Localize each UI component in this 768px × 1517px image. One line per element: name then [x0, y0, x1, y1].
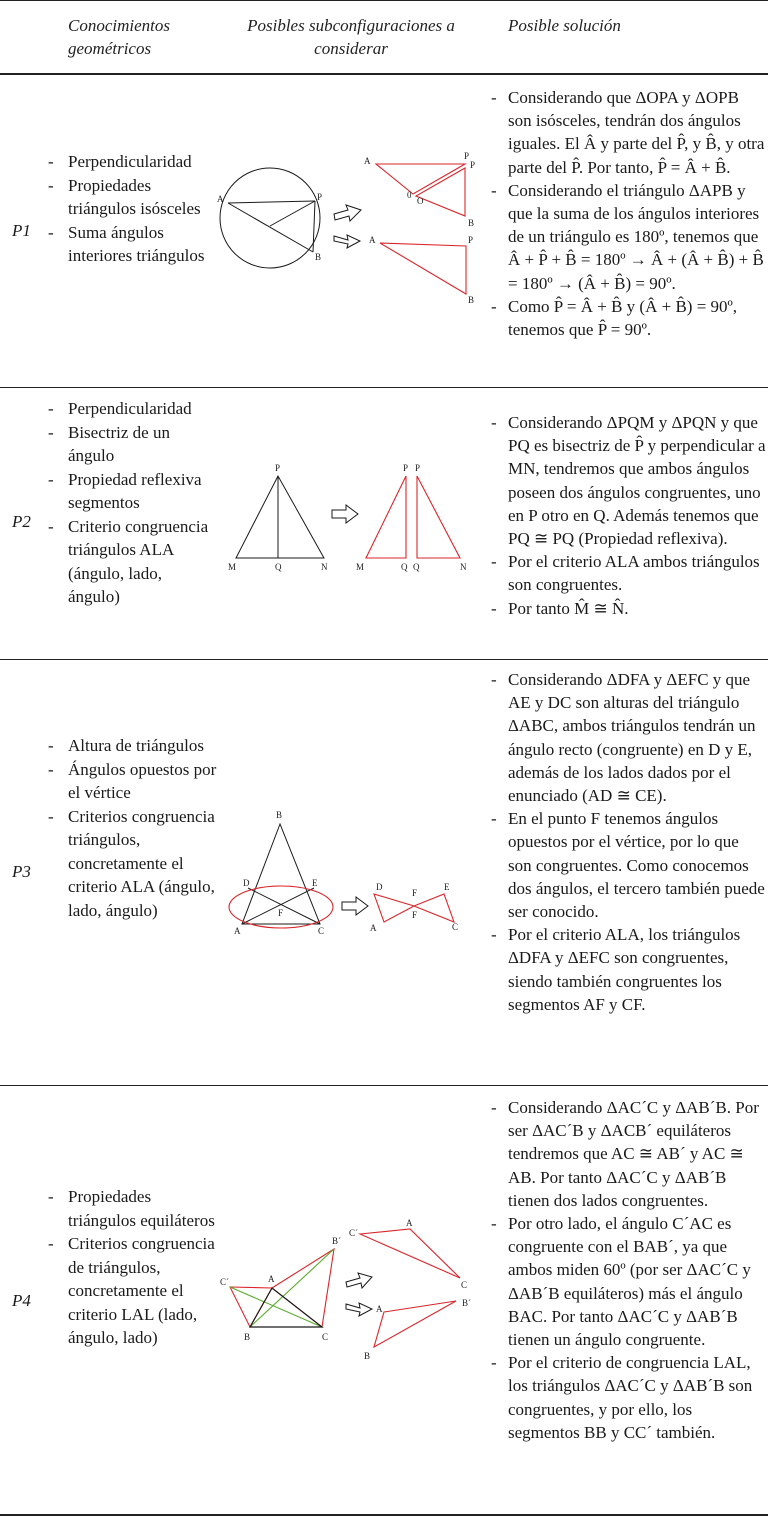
header-rule [0, 73, 768, 75]
label-m: M [356, 562, 365, 572]
label-b: B [244, 1332, 251, 1342]
list-item: - Ángulos opuestos por el vértice [48, 758, 218, 805]
list-item: - Bisectriz de un ángulo [48, 421, 218, 468]
label-c: C [322, 1332, 329, 1342]
solucion-list-p2 [488, 411, 766, 620]
table-top-rule [0, 0, 768, 1]
list-item: - Considerando ΔDFA y ΔEFC y que AE y DC son alturas del triángulo ΔABC, ambos triángulos tendrán un ángulo recto (congruente) en D y E, además de los lados dados por el enunciado (AD ≅ CE). [488, 668, 766, 807]
label-b: B [468, 218, 475, 228]
red-triangle-apb [369, 235, 474, 305]
header-subconfiguraciones: Posibles subconfiguraciones a considerar [247, 16, 455, 58]
row-divider [0, 659, 768, 660]
arrow-icon [334, 205, 361, 221]
label-q: Q [275, 562, 282, 572]
label-a: A [376, 1304, 383, 1314]
list-item: - Criterios congruencia de triángulos, concretamente el criterio LAL (lado, ángulo, lado) [48, 1232, 218, 1350]
label-c: C [461, 1280, 468, 1290]
list-item: - Perpendicularidad [48, 397, 218, 421]
list-item: - Propiedad reflexiva segmentos [48, 468, 218, 515]
solucion-list-p4 [488, 1096, 766, 1444]
label-p: P [317, 192, 323, 202]
label-a: A [406, 1218, 413, 1228]
figure-p1 [212, 146, 482, 306]
list-item: - Considerando el triángulo ΔAPB y que la suma de los ángulos interiores de un triángulo es 180º, tenemos que Â + P̂ + B̂ = 180º → Â + (Â + B̂) + B̂ = 180º → (Â + B̂) = 90º. [488, 179, 766, 295]
green-segments [230, 1249, 334, 1327]
list-item: - En el punto F tenemos ángulos opuestos por el vértice, por lo que son congruentes. Como conocemos dos ángulos, el tercero también puede ser conocido. [488, 807, 766, 923]
list-item: - Considerando que ΔOPA y ΔOPB son isósceles, tendrán dos ángulos iguales. El Â y parte del P̂, y B̂, y otra parte del P̂. Por tanto, P̂ = Â + B̂. [488, 86, 766, 179]
label-p: P [468, 235, 474, 245]
arrow-icon [346, 1273, 372, 1288]
conocimientos-list-p3 [48, 734, 218, 922]
conocimientos-list-p4 [48, 1185, 218, 1350]
label-a: A [369, 235, 376, 245]
figure-p2 [220, 460, 490, 580]
list-item: - Altura de triángulos [48, 734, 218, 758]
list-item: - Considerando ΔPQM y ΔPQN y que PQ es bisectriz de P̂ y perpendicular a MN, tendremos que ambos ángulos poseen dos ángulos congruentes, uno en P otro en Q. Además tenemos que PQ ≅ PQ (Propiedad reflexiva). [488, 411, 766, 550]
label-d: D [376, 882, 383, 892]
label-p: P [403, 463, 409, 473]
row-id-p2: P2 [12, 512, 31, 531]
list-item: - Propiedades triángulos isósceles [48, 174, 218, 221]
list-item: - Propiedades triángulos equiláteros [48, 1185, 218, 1232]
label-n: N [321, 562, 328, 572]
circle-figure [217, 168, 322, 268]
red-outline [230, 1249, 334, 1327]
list-item: - Por el criterio ALA, los triángulos ΔDFA y ΔEFC son congruentes, siendo también congruentes los segmentos AF y CF. [488, 923, 766, 1016]
solucion-list-p3 [488, 668, 766, 1016]
label-b: B [468, 295, 475, 305]
conocimientos-list-p1 [48, 150, 218, 268]
arrow-icon [334, 235, 360, 248]
label-e: E [444, 882, 450, 892]
label-p: P [470, 160, 476, 170]
label-c: C [318, 926, 325, 936]
figure-p4 [214, 1216, 484, 1376]
label-d: D [243, 878, 250, 888]
label-a: A [364, 156, 371, 166]
label-b: B [364, 1351, 371, 1361]
label-p: P [415, 463, 421, 473]
list-item: - Criterios congruencia triángulos, concretamente el criterio ALA (ángulo, lado, ángulo) [48, 805, 218, 923]
solucion-list-p1 [488, 86, 766, 341]
label-p: P [275, 463, 281, 473]
list-item: - Considerando ΔAC´C y ΔAB´B. Por ser ΔAC´B y ΔACB´ equiláteros tendremos que AC ≅ AB´ y AC ≅ AB. Por tanto ΔAC´C y ΔAB´B tienen dos lados congruentes. [488, 1096, 766, 1212]
list-item: - Por otro lado, el ángulo C´AC es congruente con el BAB´, ya que ambos miden 60º (por ser ΔAC´C y ΔAB´B equiláteros) más el ángulo BAC. Por tanto ΔAC´C y ΔAB´B tienen un ángulo congruente. [488, 1212, 766, 1351]
list-item: - Criterio congruencia triángulos ALA (ángulo, lado, ángulo) [48, 515, 218, 609]
label-f: F [278, 908, 284, 918]
label-b: B [276, 810, 283, 820]
label-m: M [228, 562, 237, 572]
list-item: - Por el criterio ALA ambos triángulos son congruentes. [488, 550, 766, 596]
row-divider [0, 387, 768, 388]
list-item: - Perpendicularidad [48, 150, 218, 174]
red-subtriangles [360, 1229, 460, 1347]
label-q: Q [401, 562, 408, 572]
header-solucion: Posible solución [508, 16, 621, 35]
label-bp: B´ [332, 1236, 341, 1246]
label-a: A [234, 926, 241, 936]
arrow-icon [342, 897, 368, 915]
table-bottom-rule [0, 1514, 768, 1516]
list-item: - Como P̂ = Â + B̂ y (Â + B̂) = 90º, tenemos que P̂ = 90º. [488, 295, 766, 341]
row-id-p3: P3 [12, 862, 31, 881]
label-f: F [412, 888, 418, 898]
list-item: - Por el criterio de congruencia LAL, los triángulos ΔAC´C y ΔAB´B son congruentes, y por ello, los segmentos BB y CC´ también. [488, 1351, 766, 1444]
black-triangle-pmn [236, 476, 324, 558]
list-item: - Suma ángulos interiores triángulos [48, 221, 218, 268]
row-id-p4: P4 [12, 1291, 31, 1310]
label-c: C [452, 922, 459, 932]
label-e: E [312, 878, 318, 888]
arrow-icon [332, 505, 358, 523]
row-id-p1: P1 [12, 221, 31, 240]
row-divider [0, 1085, 768, 1086]
label-p: P [464, 151, 470, 161]
red-split-triangles [366, 476, 460, 558]
label-o: 0 [407, 190, 412, 200]
label-cp: C´ [220, 1277, 229, 1287]
conocimientos-list-p2 [48, 397, 218, 609]
figure-p3 [222, 806, 482, 946]
highlight-ellipse [229, 886, 333, 928]
label-bp: B´ [462, 1298, 471, 1308]
label-q: Q [413, 562, 420, 572]
list-item: - Por tanto M̂ ≅ N̂. [488, 597, 766, 620]
table-header [0, 0, 768, 73]
label-a: A [268, 1274, 275, 1284]
header-conocimientos: Conocimientos geométricos [68, 16, 170, 58]
label-b: B [315, 252, 322, 262]
label-a: A [217, 194, 224, 204]
arrow-icon [346, 1303, 372, 1316]
label-cp: C´ [349, 1228, 358, 1238]
red-subtriangles-top [364, 151, 475, 228]
label-o: O [417, 196, 424, 206]
label-a: A [370, 923, 377, 933]
label-n: N [460, 562, 467, 572]
label-f: F [412, 910, 418, 920]
